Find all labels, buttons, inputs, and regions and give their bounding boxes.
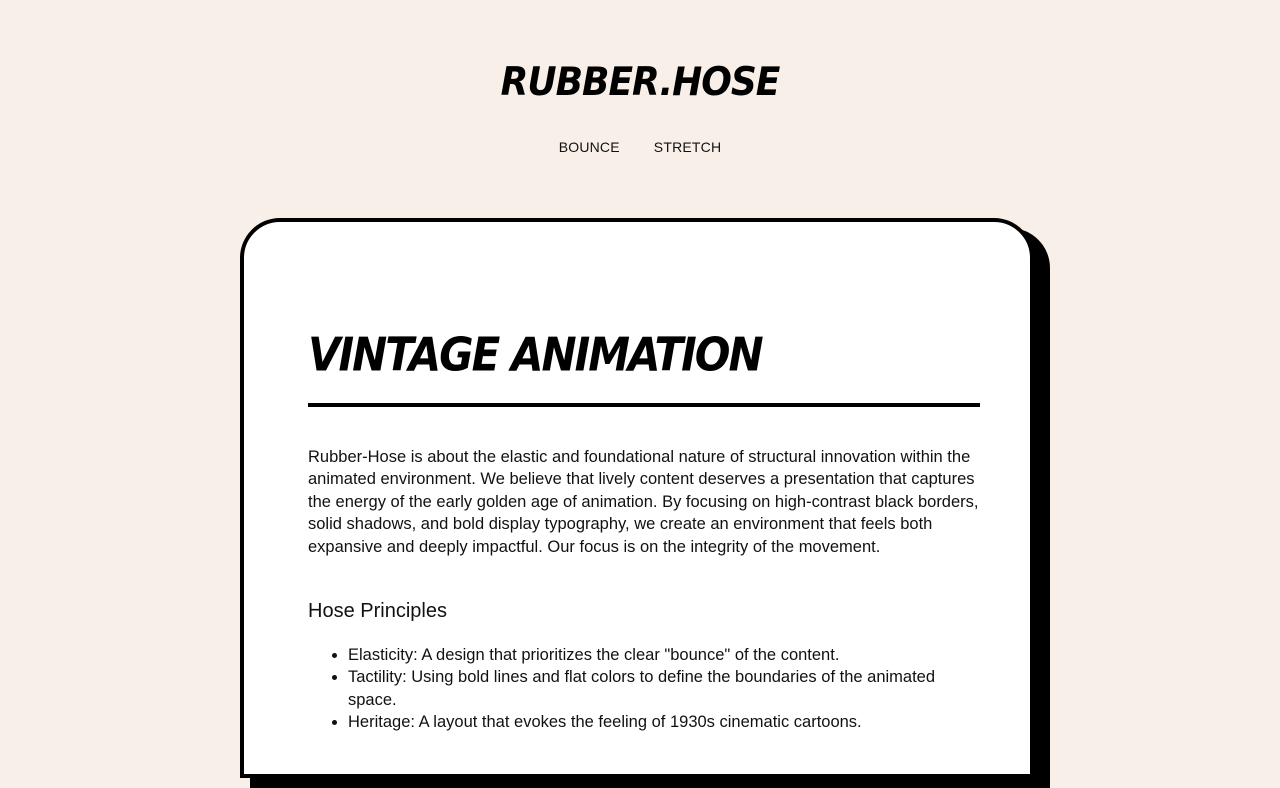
- content-card: [240, 218, 1034, 778]
- page-title: VINTAGE ANIMATION: [308, 327, 762, 382]
- principles-heading: Hose Principles: [308, 600, 447, 622]
- site-logo[interactable]: RUBBER.HOSE: [500, 60, 780, 105]
- nav-link-stretch[interactable]: STRETCH: [653, 139, 722, 155]
- title-divider: [308, 403, 980, 407]
- list-item: • Elasticity: A design that prioritizes the clear "bounce" of the content.: [348, 644, 980, 666]
- list-item: • Tactility: Using bold lines and flat colors to define the boundaries of the animated space.: [348, 666, 980, 711]
- main-nav: [0, 139, 1280, 155]
- site-header: [0, 0, 1280, 200]
- intro-paragraph: Rubber-Hose is about the elastic and foundational nature of structural innovation within the animated environment. We believe that lively content deserves a presentation that captures the energy of the early golden age of animation. By focusing on high-contrast black borders, solid shadows, and bold display typography, we create an environment that feels both expansive and deeply impactful. Our focus is on the integrity of the movement.: [308, 448, 979, 556]
- list-item: • Heritage: A layout that evokes the feeling of 1930s cinematic cartoons.: [348, 711, 980, 733]
- principles-list: [308, 644, 980, 734]
- nav-link-bounce[interactable]: BOUNCE: [558, 139, 620, 155]
